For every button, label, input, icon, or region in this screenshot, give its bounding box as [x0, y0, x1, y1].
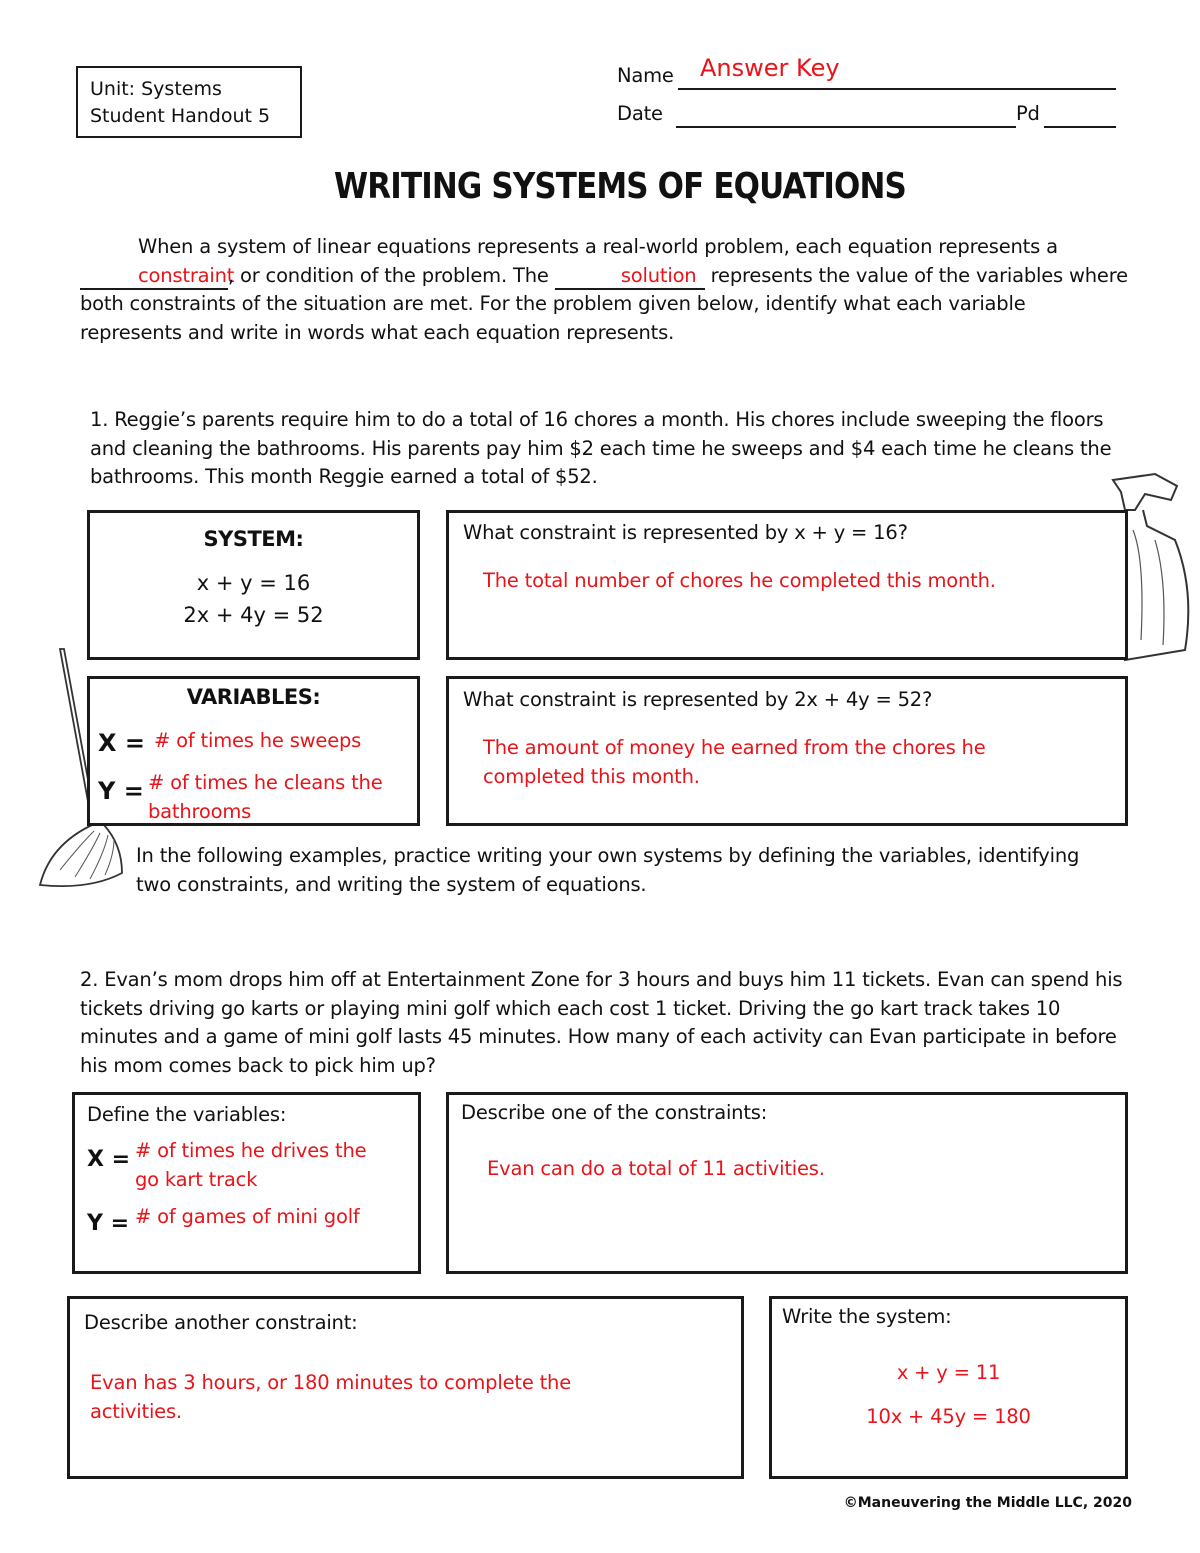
- write-system-box: [769, 1296, 1128, 1479]
- define-variables-box: [72, 1092, 421, 1274]
- constraint1-question: What constraint is represented by x + y = 16?: [463, 521, 908, 544]
- y-label: Y =: [98, 777, 144, 805]
- variables-box: [87, 676, 420, 826]
- describe-constraint2-answer: Evan has 3 hours, or 180 minutes to complete the activities.: [90, 1371, 572, 1423]
- y2-label: Y =: [87, 1211, 130, 1236]
- x-label: X =: [98, 729, 145, 757]
- handout-label: Student Handout 5: [90, 105, 271, 127]
- x2-label: X =: [87, 1147, 131, 1172]
- system-box: [87, 510, 420, 660]
- date-label: Date: [617, 102, 663, 125]
- unit-label: Unit: Systems: [90, 78, 222, 100]
- describe-constraint1-answer: Evan can do a total of 11 activities.: [487, 1157, 825, 1180]
- pd-line: [1044, 126, 1116, 128]
- describe-constraint2-label: Describe another constraint:: [84, 1311, 358, 1334]
- constraint1-box: [446, 510, 1128, 660]
- name-label: Name: [617, 64, 674, 87]
- constraint2-box: [446, 676, 1128, 826]
- system2-eq2: 10x + 45y = 180: [866, 1405, 1031, 1428]
- write-system-label: Write the system:: [782, 1305, 952, 1328]
- system2-eq1: x + y = 11: [896, 1361, 1001, 1384]
- variables-heading: VARIABLES:: [186, 685, 321, 709]
- x2-definition: # of times he drives the go kart track: [135, 1139, 367, 1191]
- describe-constraint2-box: [67, 1296, 744, 1479]
- constraint2-question: What constraint is represented by 2x + 4y = 52?: [463, 688, 933, 711]
- system-eq2: 2x + 4y = 52: [183, 603, 324, 627]
- pd-label: Pd: [1016, 102, 1040, 125]
- y-definition: # of times he cleans the bathrooms: [148, 771, 383, 823]
- page-title: WRITING SYSTEMS OF EQUATIONS: [334, 166, 906, 207]
- intro-part1: When a system of linear equations represents a real-world problem, each equation represents a: [138, 235, 1058, 258]
- unit-box: [76, 66, 302, 138]
- date-line: [676, 126, 1016, 128]
- system-eq1: x + y = 16: [196, 571, 311, 595]
- problem2-text: 2. Evan’s mom drops him off at Entertainment Zone for 3 hours and buys him 11 tickets. Evan can spend his tickets driving go karts or playing mini golf which each cost 1 ticket. Driving the go kart track takes 10 minutes and a game of mini golf lasts 45 minutes. How many of each activity can Evan participate in before his mom comes back to pick him up?: [80, 968, 1123, 1077]
- define-variables-label: Define the variables:: [87, 1103, 287, 1126]
- blank-solution: solution: [555, 264, 705, 290]
- y2-definition: # of games of mini golf: [135, 1205, 360, 1228]
- footer-copyright: ©Maneuvering the Middle LLC, 2020: [843, 1495, 1132, 1511]
- problem1-text: 1. Reggie’s parents require him to do a total of 16 chores a month. His chores include sweeping the floors and cleaning the bathrooms. His parents pay him $2 each time he sweeps and $4 each time he cleans the bathrooms. This month Reggie earned a total of $52.: [90, 408, 1112, 488]
- x-definition: # of times he sweeps: [154, 729, 362, 752]
- practice-intro: In the following examples, practice writing your own systems by defining the variables, identifying two constraints, and writing the system of equations.: [136, 844, 1080, 896]
- constraint2-answer: The amount of money he earned from the chores he completed this month.: [483, 736, 986, 788]
- intro-paragraph: [80, 233, 1130, 347]
- system-heading: SYSTEM:: [203, 527, 304, 551]
- name-value: Answer Key: [700, 54, 840, 82]
- constraint1-answer: The total number of chores he completed this month.: [483, 569, 996, 592]
- blank-constraint: constraint: [80, 264, 228, 290]
- intro-part3: represents the value of the variables where both constraints of the situation are met. For the problem given below, identify what each variable represents and write in words what each equation represents.: [80, 263, 1128, 344]
- name-line: [678, 88, 1116, 90]
- intro-part2: , or condition of the problem. The: [228, 263, 549, 287]
- describe-constraint1-box: [446, 1092, 1128, 1274]
- describe-constraint1-label: Describe one of the constraints:: [461, 1101, 768, 1124]
